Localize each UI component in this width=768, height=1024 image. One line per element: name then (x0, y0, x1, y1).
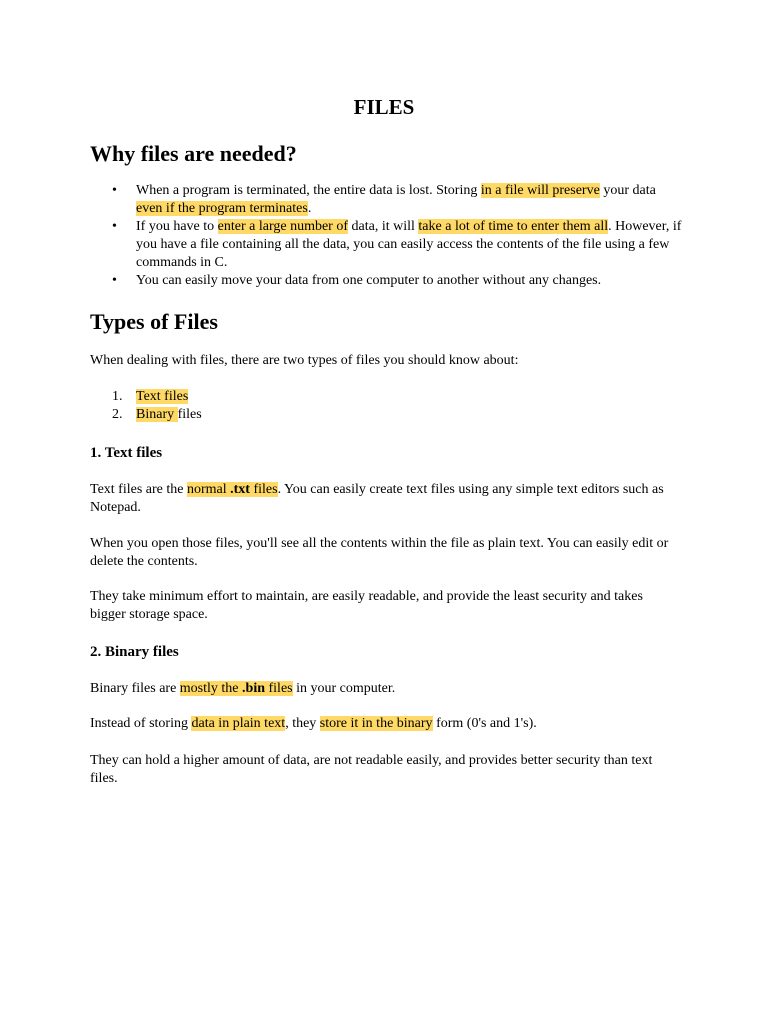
highlighted-text: store it in the binary (319, 716, 433, 731)
bullet-marker: • (112, 273, 117, 288)
types-intro-paragraph: When dealing with files, there are two types of files you should know about: (90, 353, 519, 368)
highlighted-text: files (249, 482, 278, 497)
bullet-marker: • (112, 183, 117, 198)
bullet-marker: • (112, 219, 117, 234)
highlighted-text: normal (186, 482, 231, 497)
binary-files-paragraph-3: They can hold a higher amount of data, are not readable easily, and provides better security than text files. (90, 753, 653, 786)
heading-text-files: 1. Text files (90, 445, 163, 461)
text-run: form (0's and 1's). (432, 716, 537, 731)
text-run: in your computer. (292, 681, 396, 696)
list-item (112, 272, 682, 290)
file-types-numbered-list (112, 388, 412, 424)
list-item (112, 406, 412, 424)
list-number: 1. (112, 389, 123, 404)
highlighted-text: Text files (136, 389, 189, 404)
text-files-paragraph-2: When you open those files, you'll see all the contents within the file as plain text. You can easily edit or delete the contents. (90, 536, 669, 569)
text-files-paragraph-3: They take minimum effort to maintain, are easily readable, and provide the least security and takes bigger storage space. (90, 589, 643, 622)
text-run: , they (285, 716, 320, 731)
document-title: FILES (353, 95, 415, 119)
heading-binary-files: 2. Binary files (90, 644, 179, 660)
list-item (112, 218, 682, 272)
highlighted-text: data in plain text (191, 716, 286, 731)
highlighted-text: files (265, 681, 293, 696)
text-run: . (307, 201, 312, 216)
highlighted-text: take a lot of time to enter them all (418, 219, 609, 234)
highlighted-text: even if the program terminates (136, 201, 308, 216)
text-run: Instead of storing (90, 716, 192, 731)
text-run: your data (599, 183, 656, 198)
highlighted-text: Binary (136, 407, 178, 422)
reasons-bullet-list (112, 182, 682, 290)
highlighted-text: mostly the (179, 681, 243, 696)
binary-files-paragraph-1 (90, 680, 680, 698)
text-run: Text files are the (90, 482, 187, 497)
list-number: 2. (112, 407, 123, 422)
text-run: If you have to (136, 219, 218, 234)
text-run: . However, if you have a file containing all the data, you can easily access the contents of the file using a few commands in C. (136, 219, 682, 270)
text-run: data, it will (348, 219, 419, 234)
text-run: files (177, 407, 202, 422)
list-item (112, 182, 682, 218)
text-run: . You can easily create text files using any simple text editors such as Notepad. (90, 482, 664, 515)
list-item (112, 388, 412, 406)
heading-types-of-files: Types of Files (90, 309, 218, 334)
text-run: You can easily move your data from one computer to another without any changes. (136, 273, 602, 288)
binary-files-paragraph-2 (90, 715, 680, 733)
highlighted-text: in a file will preserve (480, 183, 600, 198)
text-run: Binary files are (90, 681, 180, 696)
highlighted-bold-text: .txt (230, 482, 250, 497)
highlighted-bold-text: .bin (242, 681, 265, 696)
heading-why-files-needed: Why files are needed? (90, 141, 297, 166)
text-files-paragraph-1 (90, 481, 680, 517)
text-run: When a program is terminated, the entire data is lost. Storing (136, 183, 481, 198)
highlighted-text: enter a large number of (217, 219, 349, 234)
